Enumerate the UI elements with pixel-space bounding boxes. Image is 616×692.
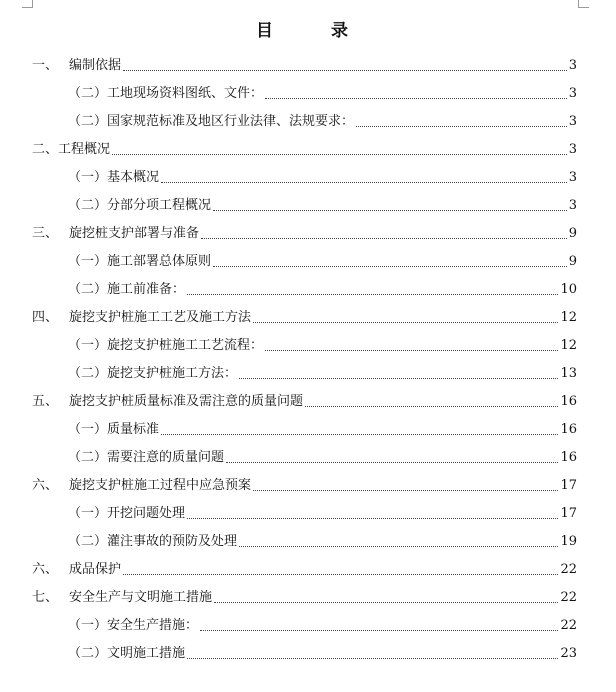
toc-dot-leader [239,378,558,379]
toc-dot-leader [253,322,558,323]
toc-entry[interactable] [68,276,577,298]
toc-page-number: 12 [560,338,577,353]
toc-page-number: 17 [560,478,577,493]
toc-page-number: 9 [568,226,577,241]
toc-entry-title: （一）基本概况 [68,170,160,185]
toc-title: 目 录 [256,21,374,41]
toc-page-number: 19 [560,534,577,549]
toc-entry-title: （一）开挖问题处理 [68,506,186,521]
toc-dot-leader [200,630,558,631]
toc-entry-title: 旋挖支护桩质量标准及需注意的质量问题 [69,394,304,409]
toc-page-number: 22 [560,562,577,577]
toc-dot-leader [112,154,567,155]
toc-entry-title: （二）国家规范标准及地区行业法律、法规要求： [68,114,355,129]
toc-entry-title: （二）旋挖支护桩施工方法： [68,366,238,381]
toc-dot-leader [265,98,567,99]
toc-dot-leader [226,462,558,463]
toc-entry-number: 一、 [32,58,59,73]
toc-dot-leader [161,182,567,183]
toc-entry[interactable] [32,556,577,578]
toc-entry-title: 旋挖支护桩施工工艺及施工方法 [69,310,252,325]
toc-page-number: 3 [568,114,577,129]
toc-page-number: 3 [568,58,577,73]
toc-page-number: 16 [560,422,577,437]
toc-entry[interactable] [68,360,577,382]
toc-entry-title: 安全生产与文明施工措施 [69,590,213,605]
toc-page-number: 16 [560,394,577,409]
toc-entry-number: 七、 [32,590,59,605]
toc-entry[interactable] [32,220,577,242]
toc-dot-leader [265,350,558,351]
toc-entry[interactable] [68,612,577,634]
toc-page-number: 3 [568,170,577,185]
toc-page-number: 12 [560,310,577,325]
page-corner-mark-left [22,0,33,8]
toc-entry-title: （二）分部分项工程概况 [68,198,212,213]
toc-entry-title: （一）质量标准 [68,422,160,437]
toc-entry[interactable] [68,164,577,186]
toc-entry-number: 三、 [32,226,59,241]
toc-entry-title: （二）需要注意的质量问题 [68,450,225,465]
toc-entry[interactable] [68,80,577,102]
toc-entry[interactable] [68,192,577,214]
toc-page-number: 3 [568,86,577,101]
toc-page-number: 17 [560,506,577,521]
toc-entry-title: 编制依据 [69,58,122,73]
toc-entry-title: 成品保护 [69,562,122,577]
toc-dot-leader [356,126,567,127]
toc-page-number: 3 [568,198,577,213]
toc-dot-leader [161,434,558,435]
toc-dot-leader [239,546,558,547]
toc-entry-number: 五、 [32,394,59,409]
toc-entry[interactable] [68,108,577,130]
toc-page-number: 22 [560,618,577,633]
toc-entry-number: 六、 [32,478,59,493]
toc-dot-leader [213,210,567,211]
toc-dot-leader [213,266,567,267]
toc-entry[interactable] [68,248,577,270]
toc-dot-leader [123,574,558,575]
toc-entry-title: 旋挖支护桩施工过程中应急预案 [69,478,252,493]
toc-dot-leader [123,70,567,71]
toc-entry[interactable] [68,640,577,662]
toc-dot-leader [187,518,558,519]
toc-entry[interactable] [68,416,577,438]
toc-page-number: 10 [560,282,577,297]
toc-entry-title: （一）安全生产措施： [68,618,199,633]
toc-entry[interactable] [32,472,577,494]
toc-entry-title: （二）施工前准备： [68,282,186,297]
toc-entry-title: （一）施工部署总体原则 [68,254,212,269]
toc-entry[interactable] [32,584,577,606]
toc-entry[interactable] [32,304,577,326]
toc-entry[interactable] [68,444,577,466]
toc-entry[interactable] [32,388,577,410]
toc-dot-leader [305,406,558,407]
toc-entry-number: 四、 [32,310,59,325]
toc-page-number: 16 [560,450,577,465]
toc-dot-leader [187,658,558,659]
toc-page-number: 13 [560,366,577,381]
page-corner-mark-right [578,0,589,8]
toc-dot-leader [214,602,558,603]
toc-entry-title: 二、工程概况 [32,142,111,157]
toc-page-number: 22 [560,590,577,605]
toc-page-number: 9 [568,254,577,269]
toc-entry-title: （二）灌注事故的预防及处理 [68,534,238,549]
toc-entry[interactable] [32,52,577,74]
toc-entry[interactable] [68,528,577,550]
toc-entry-title: （二）文明施工措施 [68,646,186,661]
toc-entry[interactable] [32,136,577,158]
toc-dot-leader [253,490,558,491]
toc-page-number: 23 [560,646,577,661]
toc-dot-leader [201,238,567,239]
toc-entry[interactable] [68,500,577,522]
toc-entry-title: 旋挖桩支护部署与准备 [69,226,200,241]
toc-page-number: 3 [568,142,577,157]
toc-entry[interactable] [68,332,577,354]
toc-entry-title: （二）工地现场资料图纸、文件： [68,86,264,101]
toc-entry-title: （一）旋挖支护桩施工工艺流程： [68,338,264,353]
toc-dot-leader [187,294,558,295]
toc-entry-number: 六、 [32,562,59,577]
